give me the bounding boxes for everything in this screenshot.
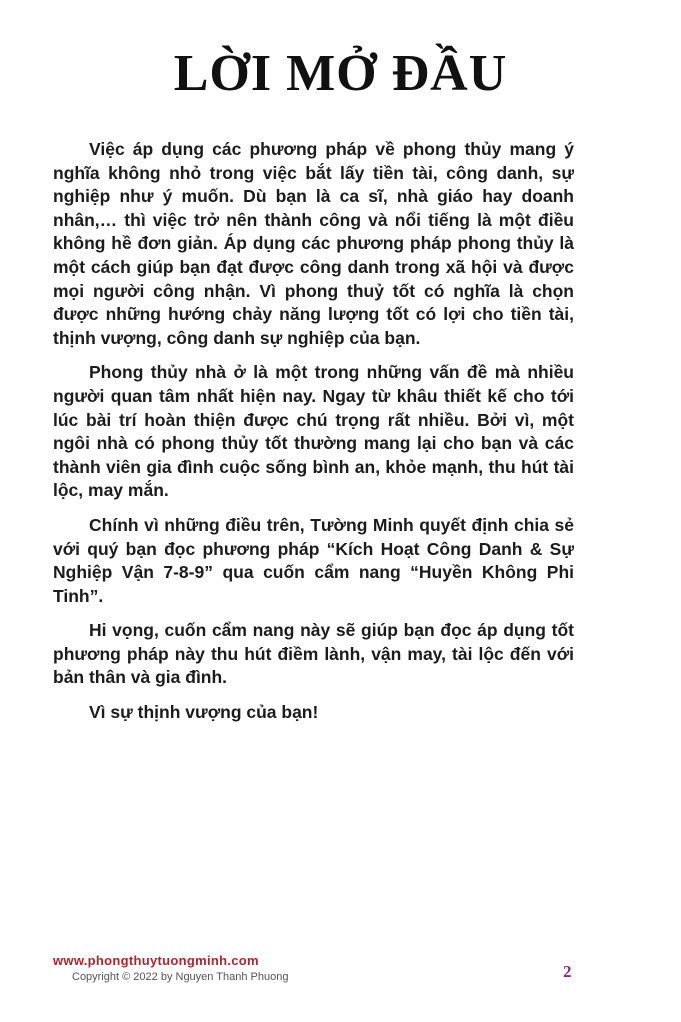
preface-body [53, 138, 574, 736]
footer-copyright: Copyright © 2022 by Nguyen Thanh Phuong [72, 971, 289, 983]
paragraph-2: Phong thủy nhà ở là một trong những vấn đề mà nhiều người quan tâm nhất hiện nay. Ngay từ khâu thiết kế cho tới lúc bài trí hoàn thiện được chú trọng rất nhiều. Bởi vì, một ngôi nhà có phong thủy tốt thường mang lại cho bạn và các thành viên gia đình cuộc sống bình an, khỏe mạnh, thu hút tài lộc, may mắn. [53, 362, 574, 501]
paragraph-5: Vì sự thịnh vượng của bạn! [89, 702, 319, 723]
page-title: LỜI MỞ ĐẦU [173, 45, 508, 102]
footer-website-url: www.phongthuytuongminh.com [53, 953, 259, 968]
page-number: 2 [563, 962, 572, 981]
paragraph-4: Hi vọng, cuốn cẩm nang này sẽ giúp bạn đọc áp dụng tốt phương pháp này thu hút điềm lành, vận may, tài lộc đến với bản thân và gia đình. [53, 620, 574, 688]
paragraph-3: Chính vì những điều trên, Tường Minh quyết định chia sẻ với quý bạn đọc phương pháp “Kích Hoạt Công Danh & Sự Nghiệp Vận 7-8-9” qua cuốn cẩm nang “Huyền Không Phi Tinh”. [53, 514, 574, 606]
paragraph-1: Việc áp dụng các phương pháp về phong thủy mang ý nghĩa không nhỏ trong việc bắt lấy tiền tài, công danh, sự nghiệp như ý muốn. Dù bạn là ca sĩ, nhà giáo hay doanh nhân,… thì việc trở nên thành công và nổi tiếng là một điều không hề đơn giản. Áp dụng các phương pháp phong thủy là một cách giúp bạn đạt được công danh trong xã hội và được mọi người công nhận. Vì phong thuỷ tốt có nghĩa là chọn được những hướng chảy năng lượng tốt có lợi cho tiền tài, thịnh vượng, công danh sự nghiệp của bạn. [53, 139, 574, 348]
